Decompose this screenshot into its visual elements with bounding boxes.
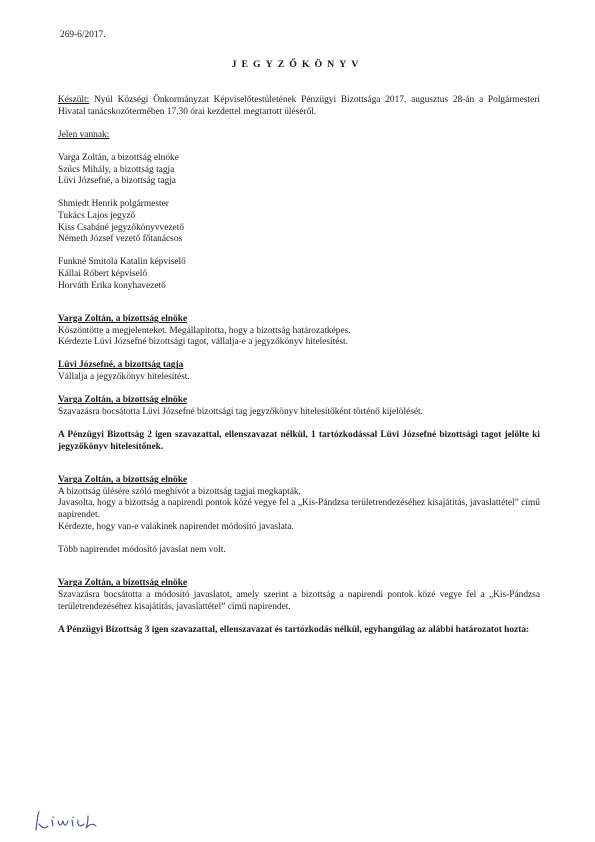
present-label: Jelen vannak: bbox=[58, 129, 110, 140]
attendees-group-3 bbox=[58, 257, 540, 292]
attendees-group-2 bbox=[58, 199, 540, 245]
document-number: 269-6/2017. bbox=[60, 30, 106, 40]
intro-paragraph bbox=[58, 95, 540, 118]
attendee: Varga Zoltán, a bizottság elnöke bbox=[58, 152, 179, 163]
document-body bbox=[58, 95, 540, 636]
attendee: Horváth Erika konyhavezető bbox=[58, 280, 166, 291]
speaker-heading: Lüvi Józsefné, a bizottság tagja bbox=[58, 360, 184, 371]
section-line: Javasolta, hogy a bizottság a napirendi pontok közé vegye fel a „Kis-Pándzsa területrendezéséhez kisajátítás, javaslattétel” című napirendet. bbox=[58, 498, 540, 520]
speaker-heading: Varga Zoltán, a bizottság elnöke bbox=[58, 475, 188, 486]
speaker-heading: Varga Zoltán, a bizottság elnöke bbox=[58, 314, 188, 325]
section-2 bbox=[58, 360, 540, 383]
section-closing: Több napirendet módosító javaslat nem volt. bbox=[58, 544, 226, 555]
section-4 bbox=[58, 475, 540, 556]
resolution-2: A Pénzügyi Bizottság 3 igen szavazattal, ellenszavazat és tartózkodás nélkül, egyhangúlag az alábbi határozatot hozta: bbox=[58, 624, 530, 635]
attendee: Funkné Smitola Katalin képviselő bbox=[58, 257, 186, 268]
attendee: Kállai Róbert képviselő bbox=[58, 268, 148, 279]
section-line: A bizottság ülésére szóló meghívót a bizottság tagjai megkapták. bbox=[58, 486, 301, 497]
speaker-heading: Varga Zoltán, a bizottság elnöke bbox=[58, 395, 188, 406]
attendee: Szűcs Mihály, a bizottság tagja bbox=[58, 164, 175, 175]
attendee: Lüvi Józsefné, a bizottság tagja bbox=[58, 176, 176, 187]
section-line: Kérdezte Lüvi Józsefné bizottsági tagot, vállalja-e a jegyzőkönyv hitelesítést. bbox=[58, 337, 349, 348]
speaker-heading: Varga Zoltán, a bizottság elnöke bbox=[58, 578, 188, 589]
resolution-1: A Pénzügyi Bizottság 2 igen szavazattal, ellenszavazat nélkül, 1 tartózkodással Lüvi Józsefné bizottsági tagot jelölte ki jegyzőkönyv hitelesítőnek. bbox=[58, 430, 540, 452]
section-1 bbox=[58, 314, 540, 349]
attendees-group-1 bbox=[58, 153, 540, 188]
section-line: Szavazásra bocsátotta Lüvi Józsefné bizottsági tag jegyzőkönyv hitelesítőként történő kijelölését. bbox=[58, 406, 423, 417]
section-line: Köszöntötte a megjelenteket. Megállapította, hogy a bizottság határozatképes. bbox=[58, 325, 351, 336]
attendee: Shmiedt Henrik polgármester bbox=[58, 199, 169, 210]
intro-text: Nyúl Községi Önkormányzat Képviselőtestületének Pénzügyi Bizottsága 2017. augusztus 28-án a Polgármesteri Hivatal tanácskozótermében 17.30 órai kezdettel megtartott üléséről. bbox=[58, 95, 540, 117]
section-line: Vállalja a jegyzőkönyv hitelesítést. bbox=[58, 372, 190, 383]
attendee: Németh József vezető főtanácsos bbox=[58, 234, 183, 245]
attendee: Kiss Csabáné jegyzőkönyvvezető bbox=[58, 222, 185, 233]
signature-mark bbox=[30, 806, 120, 836]
section-3 bbox=[58, 395, 540, 418]
document-title: JEGYZŐKÖNYV bbox=[231, 59, 364, 70]
attendee: Tukács Lajos jegyző bbox=[58, 210, 136, 221]
intro-label: Készült: bbox=[58, 95, 90, 105]
section-line: Kérdezte, hogy van-e valakinek napirendet módosító javaslata. bbox=[58, 521, 294, 532]
section-line: Szavazásra bocsátotta a módosító javaslatot, amely szerint a bizottság a napirendi pontok közé vegye fel a „Kis-Pándzsa területrendezéséhez kisajátítás, javaslattétel” című napirendet. bbox=[58, 589, 540, 612]
section-5 bbox=[58, 578, 540, 613]
